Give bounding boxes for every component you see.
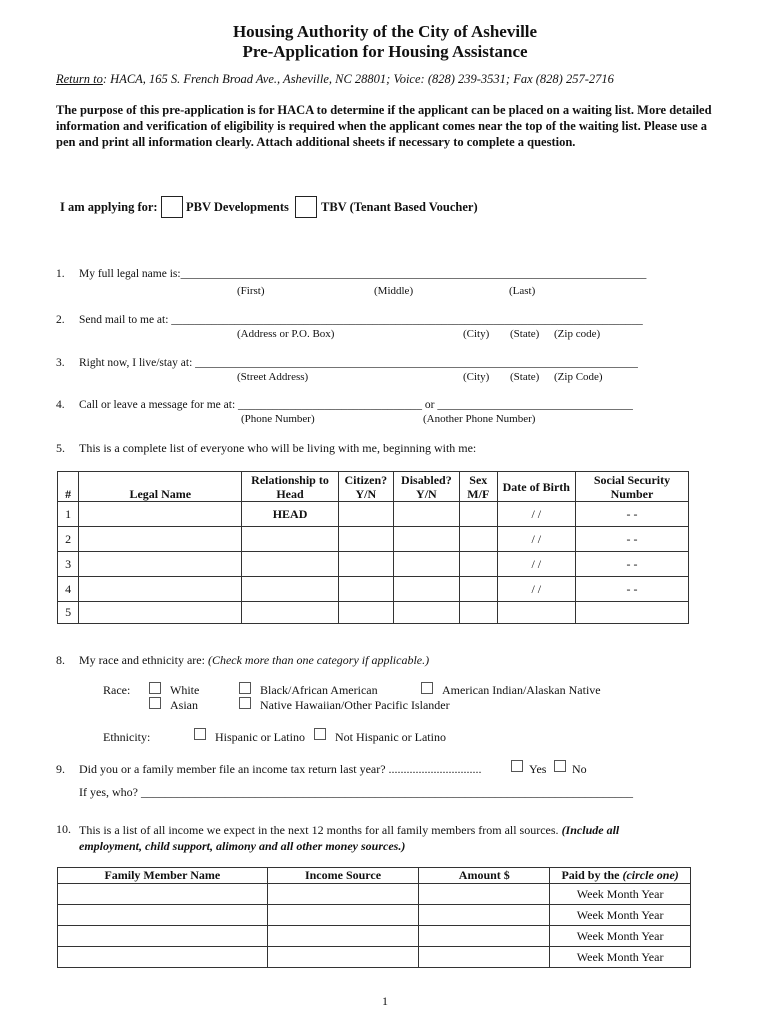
table-row (58, 926, 691, 947)
member-cell[interactable] (58, 884, 268, 905)
black-label: Black/African American (260, 683, 378, 697)
not-hispanic-checkbox[interactable] (314, 728, 326, 740)
disabled-cell[interactable] (393, 527, 459, 552)
row-number: 1 (58, 502, 79, 527)
tax-no-label: No (572, 762, 587, 776)
tbv-checkbox[interactable] (295, 196, 317, 218)
citizen-cell[interactable] (338, 527, 393, 552)
return-address (56, 72, 614, 87)
form-title-line1: Housing Authority of the City of Asheville (232, 22, 538, 41)
ssn-cell[interactable]: - - (575, 552, 688, 577)
q1-name-field[interactable]: My full legal name is:_________________________________________________________________________________ (79, 268, 647, 280)
amount-cell[interactable] (419, 947, 550, 968)
q9-text: Did you or a family member file an income tax return last year? ............................... (79, 762, 482, 776)
q10-text (79, 822, 679, 854)
col-paid-by (550, 868, 691, 884)
q3-street-caption: (Street Address) (237, 371, 309, 383)
col-relationship: Relationship to Head (242, 472, 339, 502)
applying-label: I am applying for: (60, 200, 158, 214)
dob-cell[interactable]: / / (497, 577, 575, 602)
hawaiian-checkbox[interactable] (239, 697, 251, 709)
source-cell[interactable] (267, 884, 419, 905)
ethnicity-label: Ethnicity: (103, 730, 151, 744)
q2-city-caption: (City) (463, 328, 490, 340)
q3-state-caption: (State) (510, 371, 540, 383)
household-header-row (58, 472, 689, 502)
amount-cell[interactable] (419, 884, 550, 905)
table-row (58, 527, 689, 552)
disabled-cell[interactable] (393, 577, 459, 602)
q1-number: 1. (56, 268, 65, 280)
disabled-cell[interactable] (393, 602, 459, 624)
paid-by-hint: (circle one) (622, 868, 679, 882)
name-cell[interactable] (79, 602, 242, 624)
member-cell[interactable] (58, 905, 268, 926)
q8-hint: (Check more than one category if applicable.) (207, 653, 430, 667)
native-label: American Indian/Alaskan Native (442, 683, 601, 697)
frequency-cell[interactable]: Week Month Year (550, 926, 691, 947)
ssn-cell[interactable]: - - (575, 527, 688, 552)
member-cell[interactable] (58, 947, 268, 968)
q2-zip-caption: (Zip code) (554, 328, 601, 340)
q2-state-caption: (State) (510, 328, 540, 340)
name-cell[interactable] (79, 527, 242, 552)
q8-text (79, 653, 429, 668)
dob-cell[interactable] (497, 602, 575, 624)
white-checkbox[interactable] (149, 682, 161, 694)
asian-label: Asian (170, 698, 198, 712)
q4-number: 4. (56, 399, 65, 411)
citizen-cell[interactable] (338, 502, 393, 527)
q3-number: 3. (56, 357, 65, 369)
black-checkbox[interactable] (239, 682, 251, 694)
table-row (58, 577, 689, 602)
disabled-cell[interactable] (393, 552, 459, 577)
col-disabled: Disabled? Y/N (393, 472, 459, 502)
relationship-cell: HEAD (242, 502, 339, 527)
row-number: 4 (58, 577, 79, 602)
hispanic-checkbox[interactable] (194, 728, 206, 740)
q2-mail-field[interactable]: Send mail to me at: __________________________________________________________________________________ (79, 314, 643, 326)
purpose-paragraph: The purpose of this pre-application is for HACA to determine if the applicant can be placed on a waiting list. More detailed information and verification of eligibility is required when the applicant comes near the top of the waiting list. Please use a pen and print all information clearly. Attach additional sheets if necessary to complete a question. (56, 103, 712, 149)
relationship-cell[interactable] (242, 552, 339, 577)
col-family-member: Family Member Name (58, 868, 268, 884)
col-legal-name: Legal Name (79, 472, 242, 502)
hawaiian-label: Native Hawaiian/Other Pacific Islander (260, 698, 450, 712)
q3-residence-field[interactable]: Right now, I live/stay at: _____________________________________________________________________________ (79, 357, 638, 369)
amount-cell[interactable] (419, 905, 550, 926)
col-sex: Sex M/F (459, 472, 497, 502)
source-cell[interactable] (267, 905, 419, 926)
return-label: Return to (56, 72, 103, 86)
q8-number: 8. (56, 653, 65, 667)
q10-number: 10. (56, 822, 71, 836)
pbv-label: PBV Developments (186, 200, 289, 214)
income-header-row (58, 868, 691, 884)
paid-by-label: Paid by the (561, 868, 620, 882)
tax-yes-label: Yes (529, 762, 547, 776)
row-number: 2 (58, 527, 79, 552)
dob-cell[interactable]: / / (497, 502, 575, 527)
table-row (58, 502, 689, 527)
q4-phone2-caption: (Another Phone Number) (423, 413, 536, 425)
name-cell[interactable] (79, 577, 242, 602)
not-hispanic-label: Not Hispanic or Latino (335, 730, 446, 744)
sex-cell[interactable] (459, 527, 497, 552)
col-income-source: Income Source (267, 868, 419, 884)
table-row (58, 602, 689, 624)
frequency-cell[interactable]: Week Month Year (550, 947, 691, 968)
q2-number: 2. (56, 314, 65, 326)
table-row (58, 884, 691, 905)
q10-label: This is a list of all income we expect in the next 12 months for all family members from all sources. (79, 823, 559, 837)
ssn-cell[interactable]: - - (575, 502, 688, 527)
q5-text: This is a complete list of everyone who will be living with me, beginning with me: (79, 441, 477, 455)
source-cell[interactable] (267, 926, 419, 947)
q1-first-caption: (First) (237, 285, 265, 297)
q5-number: 5. (56, 441, 65, 455)
name-cell[interactable] (79, 502, 242, 527)
page-number: 1 (382, 994, 388, 1008)
q3-city-caption: (City) (463, 371, 490, 383)
q9-number: 9. (56, 762, 65, 776)
relationship-cell[interactable] (242, 577, 339, 602)
q1-middle-caption: (Middle) (374, 285, 414, 297)
col-amount: Amount $ (419, 868, 550, 884)
frequency-cell[interactable]: Week Month Year (550, 905, 691, 926)
native-checkbox[interactable] (421, 682, 433, 694)
col-dob: Date of Birth (497, 472, 575, 502)
q1-last-caption: (Last) (509, 285, 536, 297)
col-number: # (58, 472, 79, 502)
white-label: White (170, 683, 200, 697)
q4-phone-field[interactable]: Call or leave a message for me at: ________________________________ or __________________________________ (79, 399, 633, 411)
tax-who-field[interactable]: If yes, who? __________________________________________________________________________________ (79, 785, 633, 799)
source-cell[interactable] (267, 947, 419, 968)
q2-address-caption: (Address or P.O. Box) (237, 328, 335, 340)
sex-cell[interactable] (459, 602, 497, 624)
tax-yes-checkbox[interactable] (511, 760, 523, 772)
asian-checkbox[interactable] (149, 697, 161, 709)
q4-phone-caption: (Phone Number) (241, 413, 315, 425)
name-cell[interactable] (79, 552, 242, 577)
amount-cell[interactable] (419, 926, 550, 947)
relationship-cell[interactable] (242, 527, 339, 552)
race-label: Race: (103, 683, 131, 697)
table-row (58, 905, 691, 926)
member-cell[interactable] (58, 926, 268, 947)
form-title-line2: Pre-Application for Housing Assistance (242, 42, 528, 61)
dob-cell[interactable]: / / (497, 552, 575, 577)
hispanic-label: Hispanic or Latino (215, 730, 305, 744)
q10-hint: (Include all employment, child support, alimony and all other money sources.) (79, 823, 620, 853)
table-row (58, 947, 691, 968)
col-ssn: Social Security Number (575, 472, 688, 502)
pbv-checkbox[interactable] (161, 196, 183, 218)
frequency-cell[interactable]: Week Month Year (550, 884, 691, 905)
sex-cell[interactable] (459, 502, 497, 527)
income-table (57, 867, 691, 968)
relationship-cell[interactable] (242, 602, 339, 624)
sex-cell[interactable] (459, 577, 497, 602)
tbv-label: TBV (Tenant Based Voucher) (321, 200, 478, 214)
tax-no-checkbox[interactable] (554, 760, 566, 772)
citizen-cell[interactable] (338, 552, 393, 577)
dob-cell[interactable]: / / (497, 527, 575, 552)
q8-label: My race and ethnicity are: (79, 653, 205, 667)
col-citizen: Citizen? Y/N (338, 472, 393, 502)
row-number: 5 (58, 602, 79, 624)
ssn-cell[interactable]: - - (575, 577, 688, 602)
table-row (58, 552, 689, 577)
disabled-cell[interactable] (393, 502, 459, 527)
return-address-text: : HACA, 165 S. French Broad Ave., Asheville, NC 28801; Voice: (828) 239-3531; Fax (828) 257-2716 (102, 72, 614, 86)
sex-cell[interactable] (459, 552, 497, 577)
citizen-cell[interactable] (338, 602, 393, 624)
q3-zip-caption: (Zip Code) (554, 371, 603, 383)
household-table (57, 471, 689, 624)
ssn-cell[interactable] (575, 602, 688, 624)
citizen-cell[interactable] (338, 577, 393, 602)
row-number: 3 (58, 552, 79, 577)
